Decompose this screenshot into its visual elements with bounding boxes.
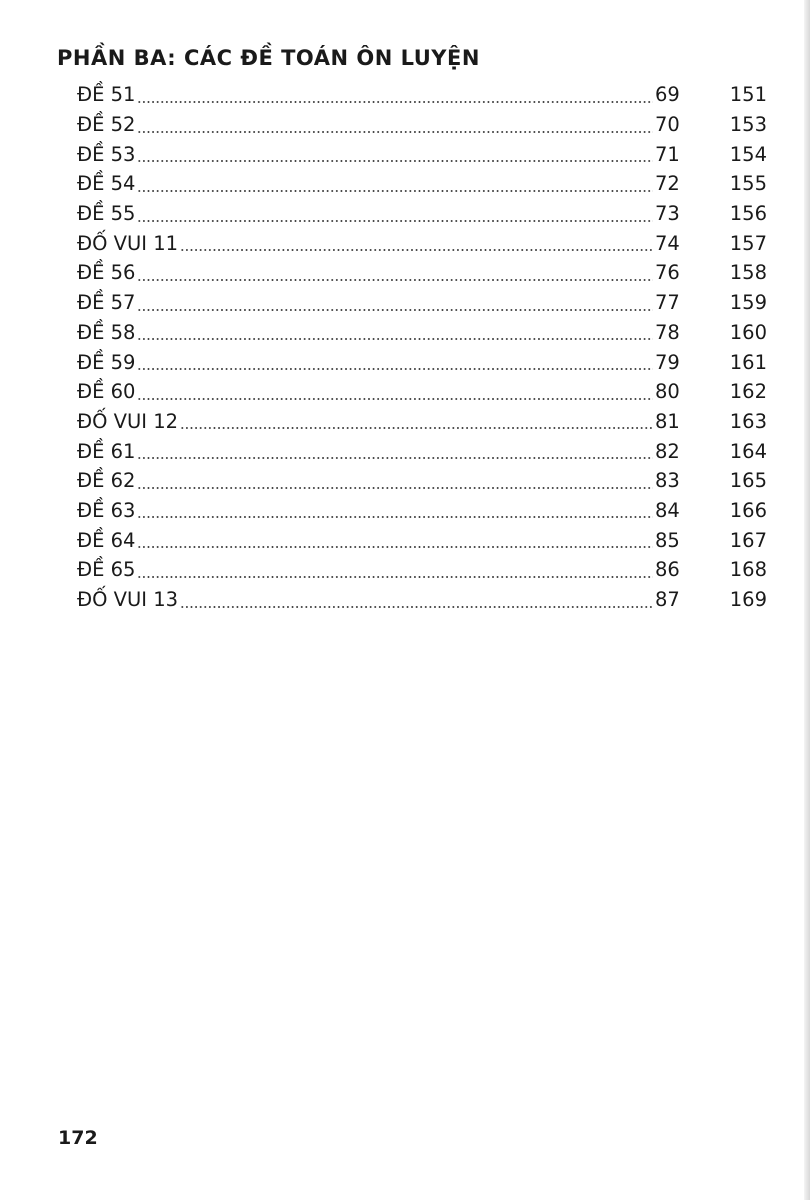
toc-entry-label: ĐỐ VUI 11 — [77, 231, 179, 255]
toc-entry-label: ĐỀ 64 — [77, 528, 136, 552]
section-title: PHẦN BA: CÁC ĐỀ TOÁN ÔN LUYỆN — [57, 46, 480, 70]
toc-entry — [77, 377, 767, 407]
toc-entry-label: ĐỐ VUI 12 — [77, 409, 179, 433]
toc-entry — [77, 347, 767, 377]
toc-entry-label: ĐỀ 55 — [77, 202, 136, 226]
toc-entry-answer-page: 168 — [729, 558, 767, 582]
dot-leader — [180, 427, 653, 429]
toc-entry-page: 71 — [655, 142, 680, 166]
toc-entry — [77, 199, 767, 229]
toc-entry — [77, 80, 767, 110]
toc-entry-answer-page: 163 — [729, 409, 767, 433]
toc-entry — [77, 288, 767, 318]
dot-leader — [137, 368, 653, 370]
dot-leader — [137, 398, 653, 400]
toc-entry-label: ĐỀ 59 — [77, 350, 136, 374]
toc-entry — [77, 139, 767, 169]
toc-entry-answer-page: 160 — [729, 320, 767, 344]
toc-entry-page: 87 — [655, 588, 680, 612]
toc-entry-answer-page: 158 — [729, 261, 767, 285]
toc-entry-label: ĐỀ 60 — [77, 380, 136, 404]
toc-entry-page: 79 — [655, 350, 680, 374]
toc-entry-answer-page: 169 — [729, 588, 767, 612]
toc-entry-page: 78 — [655, 320, 680, 344]
toc-entry-page: 70 — [655, 113, 680, 137]
toc-entry-page: 85 — [655, 528, 680, 552]
toc-entry-page: 80 — [655, 380, 680, 404]
dot-leader — [137, 338, 653, 340]
toc-entry — [77, 110, 767, 140]
dot-leader — [137, 190, 653, 192]
toc-entry-label: ĐỀ 52 — [77, 113, 136, 137]
toc-entry — [77, 585, 767, 615]
toc-entry-page: 72 — [655, 172, 680, 196]
toc-entry-answer-page: 166 — [729, 498, 767, 522]
toc-entry-label: ĐỀ 54 — [77, 172, 136, 196]
dot-leader — [137, 457, 653, 459]
toc-entry-label: ĐỀ 61 — [77, 439, 136, 463]
toc-entry — [77, 318, 767, 348]
toc-entry-answer-page: 167 — [729, 528, 767, 552]
toc-entry-page: 82 — [655, 439, 680, 463]
toc-entry — [77, 555, 767, 585]
toc-entry-page: 76 — [655, 261, 680, 285]
toc-entry-answer-page: 161 — [729, 350, 767, 374]
dot-leader — [137, 131, 653, 133]
dot-leader — [137, 279, 653, 281]
toc-entry-page: 81 — [655, 409, 680, 433]
dot-leader — [180, 249, 653, 251]
toc-entry-page: 69 — [655, 83, 680, 107]
dot-leader — [137, 576, 653, 578]
toc-entry-label: ĐỀ 56 — [77, 261, 136, 285]
dot-leader — [137, 101, 653, 103]
toc-entry-answer-page: 154 — [729, 142, 767, 166]
page-spine-edge — [804, 0, 810, 1200]
toc-entry — [77, 436, 767, 466]
toc-entry-label: ĐỐ VUI 13 — [77, 588, 179, 612]
dot-leader — [137, 516, 653, 518]
toc-entry-answer-page: 162 — [729, 380, 767, 404]
toc-entry-page: 77 — [655, 291, 680, 315]
toc-entry-answer-page: 165 — [729, 469, 767, 493]
toc-entry-label: ĐỀ 62 — [77, 469, 136, 493]
toc-entry-label: ĐỀ 53 — [77, 142, 136, 166]
toc-entry-label: ĐỀ 51 — [77, 83, 136, 107]
dot-leader — [137, 487, 653, 489]
toc-entry-answer-page: 153 — [729, 113, 767, 137]
toc-entry-label: ĐỀ 63 — [77, 498, 136, 522]
toc-entry-page: 84 — [655, 498, 680, 522]
toc-entry — [77, 466, 767, 496]
toc-entry-page: 74 — [655, 231, 680, 255]
page-number: 172 — [58, 1127, 98, 1149]
toc-entry-answer-page: 156 — [729, 202, 767, 226]
toc-entry-label: ĐỀ 65 — [77, 558, 136, 582]
table-of-contents — [77, 80, 767, 614]
dot-leader — [137, 309, 653, 311]
toc-entry-page: 86 — [655, 558, 680, 582]
toc-entry — [77, 496, 767, 526]
toc-entry — [77, 258, 767, 288]
dot-leader — [137, 546, 653, 548]
toc-entry-page: 73 — [655, 202, 680, 226]
toc-entry-answer-page: 155 — [729, 172, 767, 196]
toc-entry — [77, 228, 767, 258]
dot-leader — [180, 606, 653, 608]
toc-entry-answer-page: 159 — [729, 291, 767, 315]
dot-leader — [137, 220, 653, 222]
dot-leader — [137, 160, 653, 162]
toc-entry-answer-page: 164 — [729, 439, 767, 463]
toc-entry-label: ĐỀ 57 — [77, 291, 136, 315]
toc-entry — [77, 525, 767, 555]
toc-entry-label: ĐỀ 58 — [77, 320, 136, 344]
toc-entry-answer-page: 157 — [729, 231, 767, 255]
toc-entry-page: 83 — [655, 469, 680, 493]
toc-entry — [77, 407, 767, 437]
toc-entry — [77, 169, 767, 199]
toc-entry-answer-page: 151 — [729, 83, 767, 107]
